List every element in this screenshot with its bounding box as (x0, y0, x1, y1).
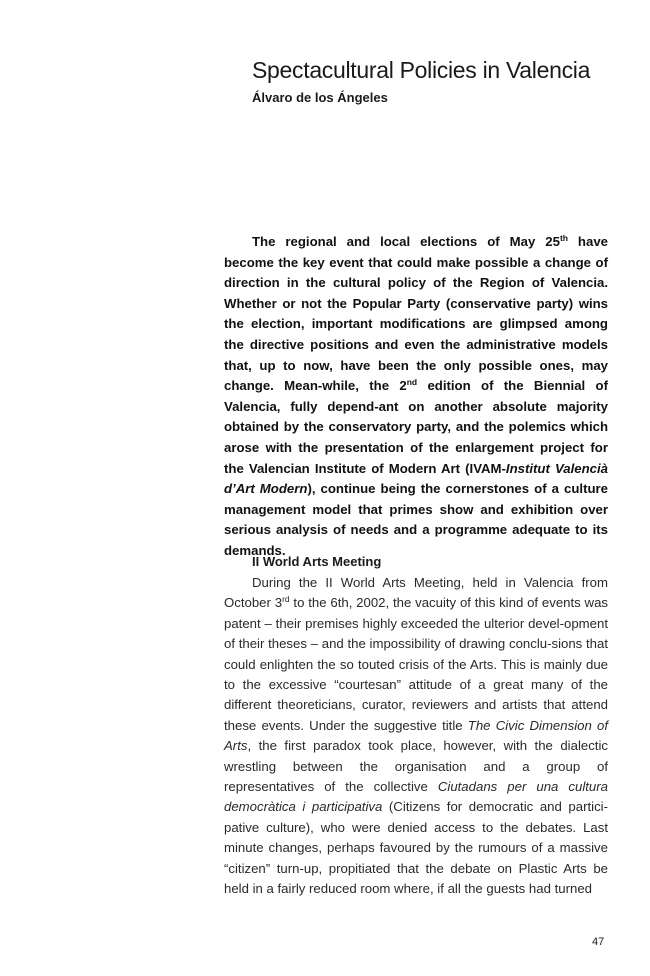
page-number: 47 (592, 936, 605, 948)
abstract-paragraph (224, 232, 608, 562)
body-text-1: During the II World Arts Meeting, held in Valencia from October 3 (224, 575, 608, 611)
abstract-text-1: The regional and local elections of May 25 (252, 234, 560, 249)
body-superscript-1: rd (282, 594, 290, 605)
body-italic-1: The Civic Dimension of Arts (224, 717, 608, 754)
section-heading: II World Arts Meeting (252, 554, 382, 569)
abstract-superscript-1: th (559, 233, 568, 243)
body-text-4: (Citizens for democratic and partici-pative culture), who were denied access to the debates. Last minute changes, perhaps favoured by the rumours of a massive “citizen” turn-up, propitiated that the debate on Plastic Arts be held in a fairly reduced room where, if all the guests had turned (224, 799, 608, 897)
abstract-superscript-2: nd (406, 377, 418, 388)
body-text-2: to the 6th, 2002, the vacuity of this kind of events was patent – their premises highly exceeded the ulterior devel-opment of their theses – and the impossibility of drawing conclu-sions that could enlighten the so touted crisis of the Arts. This is mainly due to the excessive “courtesan” attitude of a great many of the different theoreticians, curator, reviewers and artists that attend these events. Under the suggestive title (224, 595, 608, 733)
abstract-italic-1: Institut Valencià d’Art Modern (224, 460, 608, 497)
abstract-text-3: edition of the Biennial of Valencia, fully depend-ant on another absolute majority obtained by the conservatory party, and the polemics which arose with the presentation of the enlargement project for the Valencian Institute of Modern Art (IVAM- (224, 378, 608, 476)
body-paragraph (224, 573, 608, 900)
body-text-3: , the first paradox took place, however, with the dialectic wrestling between the organisation and a group of representatives of the collective (224, 738, 608, 795)
abstract-text-4: ), continue being the cornerstones of a culture management model that primes show and exhibition over serious analysis of needs and a programme adequate to its demands. (224, 481, 608, 558)
article-author: Álvaro de los Ángeles (252, 90, 388, 105)
body-italic-2: Ciutadans per una cultura democràtica i participativa (224, 779, 608, 815)
article-title: Spectacultural Policies in Valencia (252, 57, 591, 83)
abstract-text-2: have become the key event that could make possible a change of direction in the cultural policy of the Region of Valencia. Whether or not the Popular Party (conservative party) wins the election, important modifications are glimpsed among the directive positions and even the administrative models that, up to now, have been the only possible ones, may change. Mean-while, the 2 (224, 234, 608, 394)
